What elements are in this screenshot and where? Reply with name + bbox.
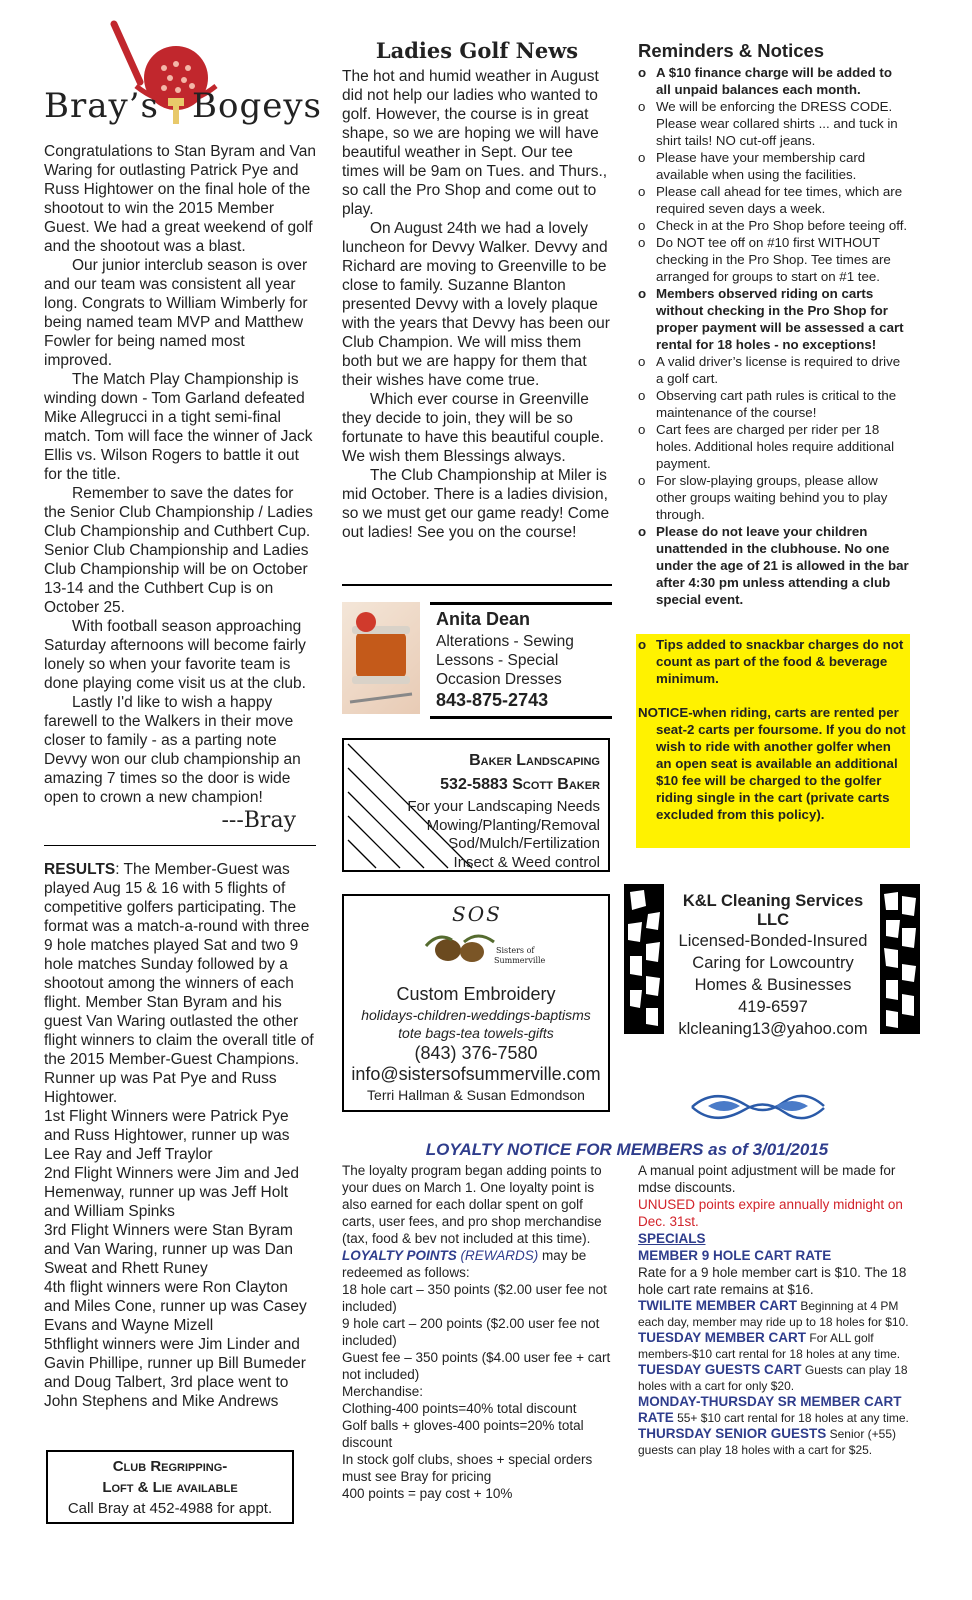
thread-spool-icon <box>342 602 420 714</box>
reminder-text: Please do not leave your children unattended in the clubhouse. No one under the age of 21 is allowed in the bar after 4:30 pm unless attending a club special event. <box>656 524 909 607</box>
redeem-item: 18 hole cart – 350 points ($2.00 user fee not included) <box>342 1282 607 1314</box>
special-text: Rate for a 9 hole member cart is $10. The 18 hole cart rate remains at $16. <box>638 1265 907 1297</box>
loyalty-heading: LOYALTY NOTICE FOR MEMBERS as of 3/01/2015 <box>425 1140 829 1159</box>
tips-text: Tips added to snackbar charges do not count as part of the food & beverage minimum. <box>656 637 904 686</box>
ladies-paragraph: The Club Championship at Miler is mid October. There is a ladies division, so we must get our game ready! Come out ladies! See you on the course! <box>342 467 610 541</box>
kl-line: Caring for Lowcountry <box>692 954 854 972</box>
bullet-icon: o <box>638 637 647 652</box>
anita-service-line: Lessons - Special <box>436 652 559 669</box>
sos-logo-sub2: Summerville <box>494 956 546 965</box>
sos-products: tote bags-tea towels-gifts <box>398 1025 554 1041</box>
kl-title: K&L Cleaning Services LLC <box>682 892 864 929</box>
results-label: RESULTS <box>44 861 116 878</box>
brays-paragraph: Our junior interclub season is over and our team was consistent all year long. Congrats to William Wimberly for being named team MVP and Matthew Fowler for being named most improved. <box>44 257 308 369</box>
tips-list <box>638 636 908 687</box>
special-text: Guests can play 18 holes with a cart for only $20. <box>638 1363 908 1393</box>
special-entry <box>638 1362 910 1394</box>
special-text: Senior (+55) guests can play 18 holes with a cart for $25. <box>638 1427 896 1457</box>
anita-services <box>436 632 574 689</box>
reminder-text: A valid driver’s license is required to drive a golf cart. <box>656 354 901 386</box>
baker-service-line: For your Landscaping Needs <box>407 798 600 815</box>
ladies-paragraph: The hot and humid weather in August did not help our ladies who wanted to golf. However, the course is in great shape, so we are hoping we will have beautiful weather in Sept. Our tee times will be 9am on Tues. and Thurs., so call the Pro Shop and come out to play. <box>342 68 608 218</box>
loyalty-points-after: may be redeemed as follows: <box>342 1248 587 1280</box>
flight-result: 3rd Flight Winners were Stan Byram and Van Waring, runner up was Dan Sweat and Rhett Runey <box>44 1222 293 1277</box>
signature: ---Bray <box>221 808 296 833</box>
results-text: : The Member-Guest was played Aug 15 & 16 with 5 flights of competitive golfers participating. The format was a match-a-round with three 9 hole matches played Sat and two 9 hole matches Sunday followed by a shootout among the winners of each flight. Member Stan Byram and his guest Van Waring outlasted the other flight winners to claim the overall title of the 2015 Member-Guest Champions. Runner up was Pat Pye and Russ Hightower. <box>44 861 314 1106</box>
redeem-item: 9 hole cart – 200 points ($2.00 user fee not included) <box>342 1316 600 1348</box>
sos-names: Terri Hallman & Susan Edmondson <box>367 1087 585 1103</box>
sos-phone: (843) 376-7580 <box>414 1043 538 1063</box>
giraffe-pattern-left <box>624 884 664 1034</box>
brays-article <box>44 142 316 841</box>
reminder-item <box>638 285 910 353</box>
brays-paragraph: Remember to save the dates for the Senior Club Championship / Ladies Club Championship and Cuthbert Cup. Senior Club Championship and Ladies Club Championship will be on October 13-14 and the Cuthbert Cup is on October 25. <box>44 485 313 616</box>
brays-paragraph: Congratulations to Stan Byram and Van Waring for outlasting Patrick Pye and Russ Hightower on the final hole of the shootout to win the 2015 Member Guest. We had a great weekend of golf and the shootout was a blast. <box>44 143 316 255</box>
cart-notice: NOTICE-when riding, carts are rented per seat-2 carts per foursome. If you do not wish to ride with another golfer when an open seat is available an additional $10 fee will be charged to the golfer riding single in the cart (private carts excluded from this policy). <box>638 705 906 822</box>
bullet-icon: o <box>638 65 647 80</box>
anita-phone: 843-875-2743 <box>436 690 549 710</box>
ladies-divider <box>342 584 612 586</box>
brays-bogeys-logo <box>44 20 322 132</box>
bullet-icon: o <box>638 422 646 437</box>
unused-points-notice: UNUSED points expire annually midnight on Dec. 31st. <box>638 1197 903 1229</box>
ladies-golf-title: Ladies Golf News <box>375 38 579 63</box>
reminder-item <box>638 183 910 217</box>
reminder-item <box>638 421 910 472</box>
manual-adjustment: A manual point adjustment will be made for mdse discounts. <box>638 1163 896 1195</box>
reminder-item <box>638 387 910 421</box>
regrip-subtitle: Loft & Lie available <box>102 1479 238 1496</box>
sewing-thread-image <box>342 602 420 714</box>
sos-logo-letters: SOS <box>452 902 502 926</box>
special-title: TUESDAY MEMBER CART <box>638 1330 807 1345</box>
loyalty-rewards-label: (REWARDS) <box>460 1248 539 1263</box>
anita-bottom-rule <box>430 716 612 719</box>
loyalty-intro: The loyalty program began adding points to your dues on March 1. One loyalty point is also earned for each dollar spent on golf carts, user fees, and pro shop merchandise (tax, food & bev not included at this time). <box>342 1163 602 1246</box>
anita-name: Anita Dean <box>436 609 531 629</box>
ladies-paragraph: On August 24th we had a lovely luncheon for Devvy Walker. Devvy and Richard are moving to Greenville to be close to family. Suzanne Blanton presented Devvy with a lovely plaque with the years that Devvy has been our Club Champion. We will miss them both but we are happy for them that their wishes have come true. <box>342 220 610 389</box>
redeem-item: Merchandise: <box>342 1384 424 1399</box>
reminder-text: Please have your membership card available when using the facilities. <box>656 150 866 182</box>
sos-email: info@sistersofsummerville.com <box>351 1064 601 1084</box>
baker-service-line: Mowing/Planting/Removal <box>426 816 600 834</box>
reminder-text: We will be enforcing the DRESS CODE. Please wear collared shirts ... and tuck in shirt tails! NO cut-off jeans. <box>656 99 898 148</box>
reminder-item <box>638 217 910 234</box>
special-entry <box>638 1394 910 1426</box>
baker-service-line: Sod/Mulch/Fertilization <box>448 835 600 852</box>
loyalty-points-line <box>342 1247 614 1281</box>
flight-result: 5thflight winners were Jim Linder and Gavin Phillipe, runner up Bill Bumeder and Doug Talbert, 3rd place went to John Stephens and Mike Andrews <box>44 1336 306 1410</box>
special-title: MONDAY-THURSDAY SR MEMBER CART RATE <box>638 1394 902 1425</box>
special-text: For ALL golf members-$10 cart rental for 18 holes at any time. <box>638 1331 901 1361</box>
bullet-icon: o <box>638 99 646 114</box>
ladies-paragraph: Which ever course in Greenville they decide to join, they will be so fortunate to have this beautiful couple. We wish them Blessings always. <box>342 391 604 465</box>
special-title: THURSDAY SENIOR GUESTS <box>638 1426 827 1441</box>
bullet-icon: o <box>638 286 647 301</box>
bullet-icon: o <box>638 524 647 539</box>
baker-services <box>407 798 600 872</box>
baker-phone: 532-5883 Scott Baker <box>440 776 600 793</box>
loyalty-right-column <box>638 1162 910 1458</box>
kl-line: Homes & Businesses <box>694 976 852 994</box>
brays-paragraph: The Match Play Championship is winding down - Tom Garland defeated Mike Allegrucci in a tight semi-final match. Tom will face the winner of Jack Ellis vs. Wilson Rogers to battle it out for the title. <box>44 371 313 483</box>
anita-service-line: Occasion Dresses <box>436 671 562 688</box>
regripping-ad <box>46 1450 294 1524</box>
loyalty-left-column <box>342 1162 614 1502</box>
reminder-text: A $10 finance charge will be added to all unpaid balances each month. <box>656 65 892 97</box>
logo-text-bogeys: Bogeys <box>192 86 322 126</box>
special-text: Beginning at 4 PM each day, member may ride up to 18 holes for $10. <box>638 1299 909 1329</box>
brays-paragraph: With football season approaching Saturday afternoons will become fairly lonely so when your favorite team is done playing come visit us at the club. <box>44 618 306 692</box>
reminder-item <box>638 234 910 285</box>
redeem-item: In stock golf clubs, shoes + special orders must see Bray for pricing <box>342 1452 593 1484</box>
bullet-icon: o <box>638 150 646 165</box>
kl-phone: 419-6597 <box>738 998 808 1016</box>
decorative-swirl-icon <box>684 1082 834 1132</box>
sos-events: holidays-children-weddings-baptisms <box>361 1007 591 1023</box>
sos-title: Custom Embroidery <box>396 984 556 1004</box>
specials-label: SPECIALS <box>638 1231 706 1246</box>
reminder-item <box>638 523 910 608</box>
flight-result: 4th flight winners were Ron Clayton and Miles Cone, runner up was Casey Evans and Wayne Mizell <box>44 1279 307 1334</box>
anita-service-line: Alterations - Sewing <box>436 633 574 650</box>
flight-result: 2nd Flight Winners were Jim and Jed Hemenway, runner up was Jeff Holt and William Spinks <box>44 1165 300 1220</box>
reminder-text: For slow-playing groups, please allow other groups waiting behind you to play through. <box>656 473 888 522</box>
redeem-item: Guest fee – 350 points ($4.00 user fee + cart not included) <box>342 1350 611 1382</box>
results-paragraph <box>44 860 316 1107</box>
bullet-icon: o <box>638 354 646 369</box>
sos-logo-sub1: Sisters of <box>496 946 535 955</box>
bullet-icon: o <box>638 218 646 233</box>
reminder-item <box>638 64 910 98</box>
baker-title: Baker Landscaping <box>469 752 600 769</box>
baker-landscaping-ad <box>342 738 610 872</box>
redeem-item: 400 points = pay cost + 10% <box>342 1486 513 1501</box>
column-reminders <box>638 40 910 608</box>
reminder-item <box>638 149 910 183</box>
reminder-item <box>638 98 910 149</box>
special-title: MEMBER 9 HOLE CART RATE <box>638 1248 832 1263</box>
kl-cleaning-ad <box>624 884 920 1040</box>
kl-line: Licensed-Bonded-Insured <box>678 932 868 950</box>
flight-result: 1st Flight Winners were Patrick Pye and Russ Hightower, runner up was Lee Ray and Jeff Traylor <box>44 1108 290 1163</box>
bullet-icon: o <box>638 235 646 250</box>
special-entry <box>638 1298 910 1330</box>
special-entry <box>638 1426 910 1458</box>
reminder-text: Please call ahead for tee times, which are required seven days a week. <box>656 184 903 216</box>
special-text: 55+ $10 cart rental for 18 holes at any time. <box>673 1411 909 1425</box>
reminder-text: Do NOT tee off on #10 first WITHOUT checking in the Pro Shop. Tee times are arranged for groups to start on #1 tee. <box>656 235 891 284</box>
special-entry <box>638 1330 910 1362</box>
column-ladies-golf <box>342 38 612 542</box>
brays-paragraph: Lastly I'd like to wish a happy farewell to the Walkers in their move closer to family - as a parting note Devvy won our club championship an amazing 7 times so the door is wide open to crown a new champion! <box>44 694 301 806</box>
special-title: TWILITE MEMBER CART <box>638 1298 797 1313</box>
kl-email: klcleaning13@yahoo.com <box>678 1020 868 1038</box>
reminder-item <box>638 472 910 523</box>
loyalty-points-label: LOYALTY POINTS <box>342 1248 457 1263</box>
logo-text-brays: Bray’s <box>44 86 159 126</box>
anita-top-rule <box>430 602 612 605</box>
redeem-item: Clothing-400 points=40% total discount <box>342 1401 577 1416</box>
results-section <box>44 860 316 1411</box>
bullet-icon: o <box>638 388 646 403</box>
reminder-item <box>638 353 910 387</box>
reminders-title: Reminders & Notices <box>638 40 825 61</box>
special-title: TUESDAY GUESTS CART <box>638 1362 802 1377</box>
reminder-text: Observing cart path rules is critical to the maintenance of the course! <box>656 388 897 420</box>
results-divider <box>44 845 316 846</box>
regrip-title: Club Regripping- <box>112 1458 228 1475</box>
tips-notice <box>638 636 908 687</box>
reminders-list <box>638 64 910 608</box>
sos-logo <box>344 902 608 976</box>
sisters-of-summerville-ad <box>342 894 610 1112</box>
bullet-icon: o <box>638 473 646 488</box>
bullet-icon: o <box>638 184 646 199</box>
kl-text <box>666 892 880 1040</box>
ladies-article <box>342 67 612 542</box>
reminder-text: Members observed riding on carts without checking in the Pro Shop for proper payment will be assessed a cart rental for 18 holes - no exceptions! <box>656 286 904 352</box>
giraffe-pattern-right <box>880 884 920 1034</box>
redeem-item: Golf balls + gloves-400 points=20% total discount <box>342 1418 584 1450</box>
anita-dean-ad <box>342 600 612 718</box>
baker-service-line: Insect & Weed control <box>453 853 600 871</box>
column-brays-bogeys <box>44 20 322 1411</box>
regrip-call: Call Bray at 452-4988 for appt. <box>67 1500 273 1517</box>
reminder-text: Cart fees are charged per rider per 18 holes. Additional holes require additional payment. <box>656 422 895 471</box>
reminder-text: Check in at the Pro Shop before teeing off. <box>656 218 908 233</box>
